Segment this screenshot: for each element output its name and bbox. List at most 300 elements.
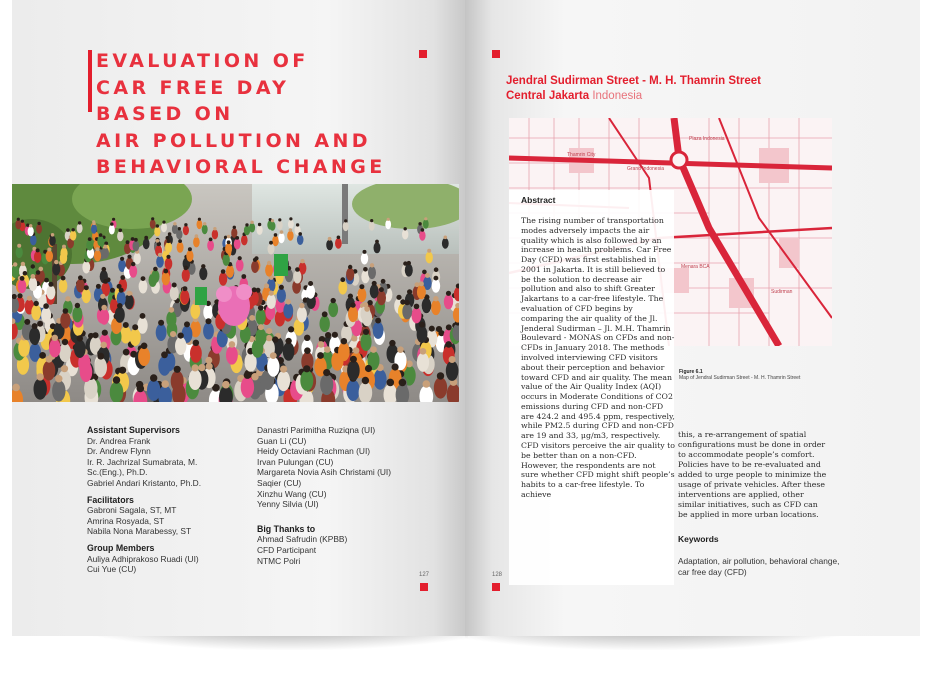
right-page [465, 0, 920, 636]
crowd-person-head [201, 264, 205, 268]
crowd-person [207, 240, 214, 251]
crowd-person [265, 264, 273, 277]
crowd-person-head [27, 296, 32, 301]
crowd-person [300, 370, 313, 391]
crowd-person [151, 270, 159, 283]
figure-caption [679, 369, 800, 381]
crowd-person-head [167, 239, 171, 243]
crowd-person-head [280, 366, 287, 373]
crowd-person-head [397, 346, 404, 353]
facilitators-heading: Facilitators [87, 494, 134, 505]
crowd-person-head [102, 330, 108, 336]
credit-line: Gabroni Sagala, ST, MT [87, 505, 177, 516]
crowd-person [43, 361, 56, 381]
crowd-person-head [102, 267, 107, 272]
assistant-supervisors-heading: Assistant Supervisors [87, 425, 180, 435]
crowd-person [402, 304, 412, 320]
credit-line: Saqier (CU) [257, 477, 302, 488]
crowd-person-head [169, 307, 175, 313]
crowd-person [72, 306, 82, 322]
crowd-person [405, 264, 413, 277]
crowd-person-head [52, 335, 58, 341]
crowd-person [434, 377, 447, 398]
crowd-person-head [389, 340, 395, 346]
crowd-street-photo [12, 184, 459, 402]
crowd-person-head [63, 308, 69, 314]
crowd-person [197, 220, 203, 229]
crowd-person-head [92, 222, 95, 225]
crowd-person-head [221, 269, 226, 274]
crowd-person [124, 294, 133, 309]
crowd-person-head [359, 284, 364, 289]
crowd-person-head [65, 296, 70, 301]
crowd-person [156, 324, 167, 341]
crowd-person-head [372, 281, 377, 286]
crowd-person-head [350, 302, 355, 307]
crowd-person [29, 327, 40, 345]
crowd-person-head [381, 279, 386, 284]
crowd-person [283, 303, 293, 319]
crowd-person-head [62, 339, 68, 345]
crowd-person-head [419, 322, 425, 328]
page-number: 128 [492, 572, 503, 578]
crowd-person-head [174, 366, 181, 373]
crowd-person-head [127, 291, 132, 296]
crowd-person [156, 256, 164, 268]
crowd-person [41, 307, 51, 323]
crowd-person-head [37, 373, 44, 380]
crowd-person-head [123, 349, 130, 356]
crowd-person-head [340, 277, 345, 282]
credit-line: Nabila Nona Marabessy, ST [87, 526, 192, 537]
crowd-person-head [156, 224, 159, 227]
crowd-person-head [119, 229, 123, 233]
crowd-person [86, 240, 93, 251]
credit-line: Ahmad Safrudin (KPBB) [257, 534, 348, 545]
crowd-person-head [157, 242, 161, 246]
crowd-person-head [404, 227, 407, 230]
crowd-person [426, 252, 433, 264]
crowd-person [277, 221, 283, 230]
crowd-person [117, 231, 123, 241]
crowd-person-head [325, 332, 331, 338]
credit-line: Heidy Octaviani Rachman (UI) [257, 446, 371, 457]
crowd-person-head [55, 375, 62, 382]
crowd-person [223, 254, 230, 266]
decorative-square [492, 583, 500, 591]
crowd-person [419, 231, 425, 241]
crowd-person-head [17, 293, 22, 298]
credit-line: Cui Yue (CU) [87, 564, 137, 575]
crowd-person-head [120, 257, 124, 261]
decorative-square [420, 583, 428, 591]
crowd-person [102, 247, 109, 258]
crowd-person [36, 224, 42, 234]
crowd-person [18, 339, 30, 357]
crowd-person-head [317, 352, 324, 359]
crowd-person-head [363, 267, 368, 272]
crowd-person [172, 224, 178, 234]
crowd-person [236, 259, 244, 271]
crowd-person [99, 309, 109, 325]
crowd-person-head [61, 276, 66, 281]
crowd-person-head [48, 282, 53, 287]
crowd-person-head [269, 241, 273, 245]
crowd-person-head [166, 236, 170, 240]
crowd-person [49, 339, 61, 357]
crowd-person [278, 233, 284, 243]
crowd-person-head [141, 343, 148, 350]
crowd-person-head [51, 233, 55, 237]
crowd-person-head [34, 301, 39, 306]
crowd-person-head [151, 217, 154, 220]
crowd-person [115, 307, 125, 323]
crowd-person [257, 225, 263, 235]
crowd-person-head [332, 332, 338, 338]
crowd-person-head [285, 338, 291, 344]
crowd-person [109, 225, 115, 235]
credit-line: Sc.(Eng.), Ph.D. [87, 467, 148, 478]
crowd-person-head [103, 245, 107, 249]
crowd-person [226, 265, 234, 278]
crowd-person-head [304, 347, 311, 354]
crowd-person-head [445, 341, 452, 348]
crowd-person-head [245, 223, 248, 226]
crowd-person [362, 310, 372, 326]
credit-line: Yenny Silvia (UI) [257, 499, 319, 510]
title-line: AIR POLLUTION AND [96, 129, 371, 152]
crowd-person-head [78, 221, 81, 224]
crowd-person [446, 361, 459, 381]
crowd-person-head [100, 342, 107, 349]
crowd-person [306, 285, 315, 299]
crowd-person-head [140, 313, 146, 319]
crowd-person-head [31, 264, 35, 268]
crowd-person [34, 378, 47, 399]
crowd-person-head [375, 240, 379, 244]
crowd-person-head [229, 341, 236, 348]
crowd-person [52, 263, 60, 276]
crowd-person [190, 344, 202, 363]
crowd-person-head [188, 247, 192, 251]
crowd-person [133, 241, 140, 252]
credit-line: Guan Li (CU) [257, 435, 307, 446]
crowd-person [70, 230, 76, 240]
crowd-person-head [21, 220, 24, 223]
crowd-person-head [36, 270, 41, 275]
crowd-person [347, 361, 360, 381]
crowd-person-head [46, 356, 53, 363]
crowd-person-head [444, 236, 448, 240]
crowd-person [28, 227, 34, 237]
crowd-person-head [328, 237, 332, 241]
crowd-person-head [387, 218, 390, 221]
crowd-person-head [24, 319, 30, 325]
crowd-person-head [286, 299, 291, 304]
crowd-person-head [12, 384, 20, 392]
crowd-person [166, 311, 176, 327]
crowd-person-head [271, 219, 274, 222]
map-title [506, 74, 761, 104]
crowd-person [241, 235, 248, 246]
page-number: 127 [419, 572, 430, 578]
crowd-person-head [258, 223, 261, 226]
crowd-person-head [251, 373, 258, 380]
crowd-person [226, 346, 238, 365]
crowd-person [444, 294, 453, 309]
crowd-person-head [44, 278, 49, 283]
crowd-person-head [101, 305, 107, 311]
crowd-person [139, 280, 148, 294]
crowd-person-head [222, 381, 230, 389]
crowd-person-head [192, 364, 199, 371]
crowd-person [385, 220, 391, 229]
crowd-person-head [32, 323, 38, 329]
crowd-person-head [195, 234, 199, 238]
crowd-person-head [158, 253, 162, 257]
crowd-person [277, 288, 286, 303]
crowd-person-head [337, 236, 341, 240]
crowd-person-head [131, 262, 135, 266]
crowd-person-head [437, 372, 444, 379]
crowd-person [267, 357, 279, 377]
crowd-person [182, 269, 190, 282]
crowd-person [234, 239, 241, 250]
crowd-person-head [252, 287, 257, 292]
crowd-person-head [153, 267, 158, 272]
crowd-person-head [23, 271, 28, 276]
crowd-person [368, 266, 376, 279]
crowd-person [297, 235, 304, 245]
crowd-person-head [420, 348, 427, 355]
crowd-person-head [184, 321, 190, 327]
crowd-person-head [39, 267, 44, 272]
crowd-person [165, 242, 172, 253]
crowd-person [190, 303, 200, 319]
map-title-line2 [506, 89, 761, 104]
crowd-person-head [269, 291, 274, 296]
crowd-person-head [178, 333, 184, 339]
crowd-person-head [37, 321, 43, 327]
crowd-person-head [150, 374, 157, 381]
crowd-person [91, 224, 97, 234]
crowd-person [138, 347, 150, 366]
crowd-person-head [13, 262, 17, 266]
crowd-person-head [203, 222, 206, 225]
figure-caption-text: Map of Jendral Sudirman Street - M. H. Thamrin Street [679, 375, 801, 381]
crowd-person-head [193, 340, 199, 346]
crowd-person-head [363, 250, 367, 254]
crowd-person [320, 374, 333, 395]
crowd-person-head [427, 249, 431, 253]
crowd-person-head [137, 385, 145, 393]
crowd-person [130, 329, 141, 347]
crowd-person-head [198, 364, 205, 371]
crowd-person [255, 328, 266, 346]
crowd-person-head [164, 269, 169, 274]
crowd-person-head [209, 238, 213, 242]
crowd-person-head [407, 261, 411, 265]
crowd-person-head [77, 335, 83, 341]
left-page [12, 0, 465, 636]
decorative-square [419, 50, 427, 58]
crowd-person-head [110, 288, 115, 293]
map-title-location: Central Jakarta [506, 90, 590, 102]
crowd-person-head [127, 255, 131, 259]
crowd-person [335, 238, 342, 249]
crowd-person [338, 281, 347, 295]
crowd-person [431, 300, 441, 315]
crowd-person-head [425, 273, 430, 278]
crowd-person-head [350, 356, 357, 363]
crowd-person-head [280, 230, 284, 234]
crowd-person [373, 322, 384, 339]
crowd-person-head [92, 332, 98, 338]
crowd-person [165, 258, 173, 270]
crowd-person-head [184, 266, 189, 271]
abstract-text-col2: this, a re-arrangement of spatial configurations must be done in order to accommodate people’s comfort. Policies have to be re-evaluated and added to urge people to minimize the usage of private vehicles. After these interventions are applied, other similar initiatives, such as CFD can be applied in more urban locations. [678, 430, 827, 519]
crowd-person-head [289, 217, 292, 220]
crowd-person-head [206, 318, 212, 324]
crowd-person [110, 381, 124, 402]
crowd-person-head [17, 218, 20, 221]
crowd-person-head [278, 218, 281, 221]
title-accent-bar [88, 50, 92, 112]
crowd-person [82, 289, 91, 304]
crowd-person [31, 305, 41, 321]
crowd-person-head [392, 363, 399, 370]
crowd-person-head [270, 352, 277, 359]
crowd-person [423, 219, 429, 228]
crowd-person-head [103, 279, 108, 284]
crowd-person-head [72, 228, 75, 231]
crowd-person [374, 369, 387, 390]
crowd-person-head [422, 270, 427, 275]
crowd-person [422, 298, 432, 313]
crowd-person [283, 342, 295, 361]
crowd-person-head [29, 224, 32, 227]
crowd-person [77, 224, 83, 234]
crowd-person-head [399, 379, 407, 387]
title-line: BEHAVIORAL CHANGE [96, 156, 386, 178]
map-label: Plaza Indonesia [689, 136, 725, 142]
crowd-person [82, 261, 90, 274]
crowd-person-head [433, 296, 438, 301]
figure-label: Figure 6.1 [679, 369, 703, 375]
crowd-person [183, 225, 189, 235]
crowd-person-head [119, 288, 124, 293]
crowd-person-head [119, 367, 126, 374]
crowd-person-head [37, 222, 40, 225]
crowd-person [328, 302, 338, 318]
crowd-person-head [362, 377, 369, 384]
credit-line: Amrina Rosyada, ST [87, 515, 165, 526]
credit-line: CFD Participant [257, 544, 317, 555]
map-title-line1: Jendral Sudirman Street - M. H. Thamrin Street [506, 75, 761, 87]
crowd-person-head [279, 285, 284, 290]
crowd-person-head [387, 379, 395, 387]
crowd-person-head [414, 304, 420, 310]
crowd-person-head [308, 281, 313, 286]
crowd-person [60, 312, 70, 328]
crowd-person [193, 237, 200, 248]
crowd-person [277, 370, 290, 391]
crowd-person-head [363, 329, 369, 335]
crowd-person-head [178, 227, 181, 230]
crowd-person-head [88, 237, 92, 241]
crowd-person [59, 279, 68, 293]
crowd-person [297, 307, 307, 323]
crowd-person-head [235, 236, 239, 240]
crowd-person-head [182, 286, 187, 291]
crowd-person [219, 272, 227, 285]
credit-line: Danastri Parimitha Ruziqna (UI) [257, 425, 376, 435]
crowd-person [326, 240, 333, 251]
crowd-person-head [370, 263, 374, 267]
group-members-heading: Group Members [87, 542, 155, 553]
crowd-person [360, 333, 371, 351]
crowd-person-head [249, 315, 255, 321]
crowd-person [357, 288, 366, 303]
crowd-person-head [117, 303, 123, 309]
crowd-person [225, 243, 232, 254]
crowd-person-head [39, 352, 46, 359]
crowd-person-head [434, 267, 439, 272]
crowd-person-head [47, 248, 51, 252]
crowd-person-head [161, 380, 169, 388]
crowd-person [162, 272, 170, 285]
crowd-person-head [299, 303, 304, 308]
crowd-person-head [253, 258, 257, 262]
crowd-person-head [288, 326, 294, 332]
crowd-person-head [126, 240, 130, 244]
crowd-person-head [341, 338, 347, 344]
crowd-person [189, 369, 202, 390]
crowd-person [348, 306, 358, 322]
crowd-person-head [141, 276, 146, 281]
crowd-person [150, 219, 156, 228]
crowd-person-head [344, 219, 347, 222]
crowd-person-head [233, 226, 236, 229]
crowd-person-head [289, 228, 293, 232]
crowd-person [432, 279, 441, 293]
crowd-person [16, 247, 23, 258]
crowd-person-head [31, 274, 36, 279]
thanks-heading: Big Thanks to [257, 523, 316, 534]
crowd-person [199, 267, 207, 280]
crowd-person [268, 243, 275, 254]
crowd-person [241, 377, 254, 398]
credits-column-2 [257, 425, 391, 566]
crowd-person [417, 353, 429, 372]
crowd-person-head [132, 324, 138, 330]
crowd-person-head [213, 227, 216, 230]
crowd-person-head [244, 372, 251, 379]
crowd-person-head [324, 346, 331, 353]
crowd-person [203, 304, 213, 320]
crowd-person [293, 270, 301, 283]
crowd-person [34, 251, 41, 263]
crowd-person-head [266, 335, 272, 341]
crowd-person-head [318, 341, 325, 348]
crowd-person-head [258, 324, 264, 330]
crowd-person [402, 229, 408, 239]
crowd-person-head [367, 300, 372, 305]
crowd-person-head [75, 303, 80, 308]
crowd-person [177, 242, 184, 253]
crowd-person-head [110, 222, 113, 225]
crowd-person [338, 342, 350, 361]
